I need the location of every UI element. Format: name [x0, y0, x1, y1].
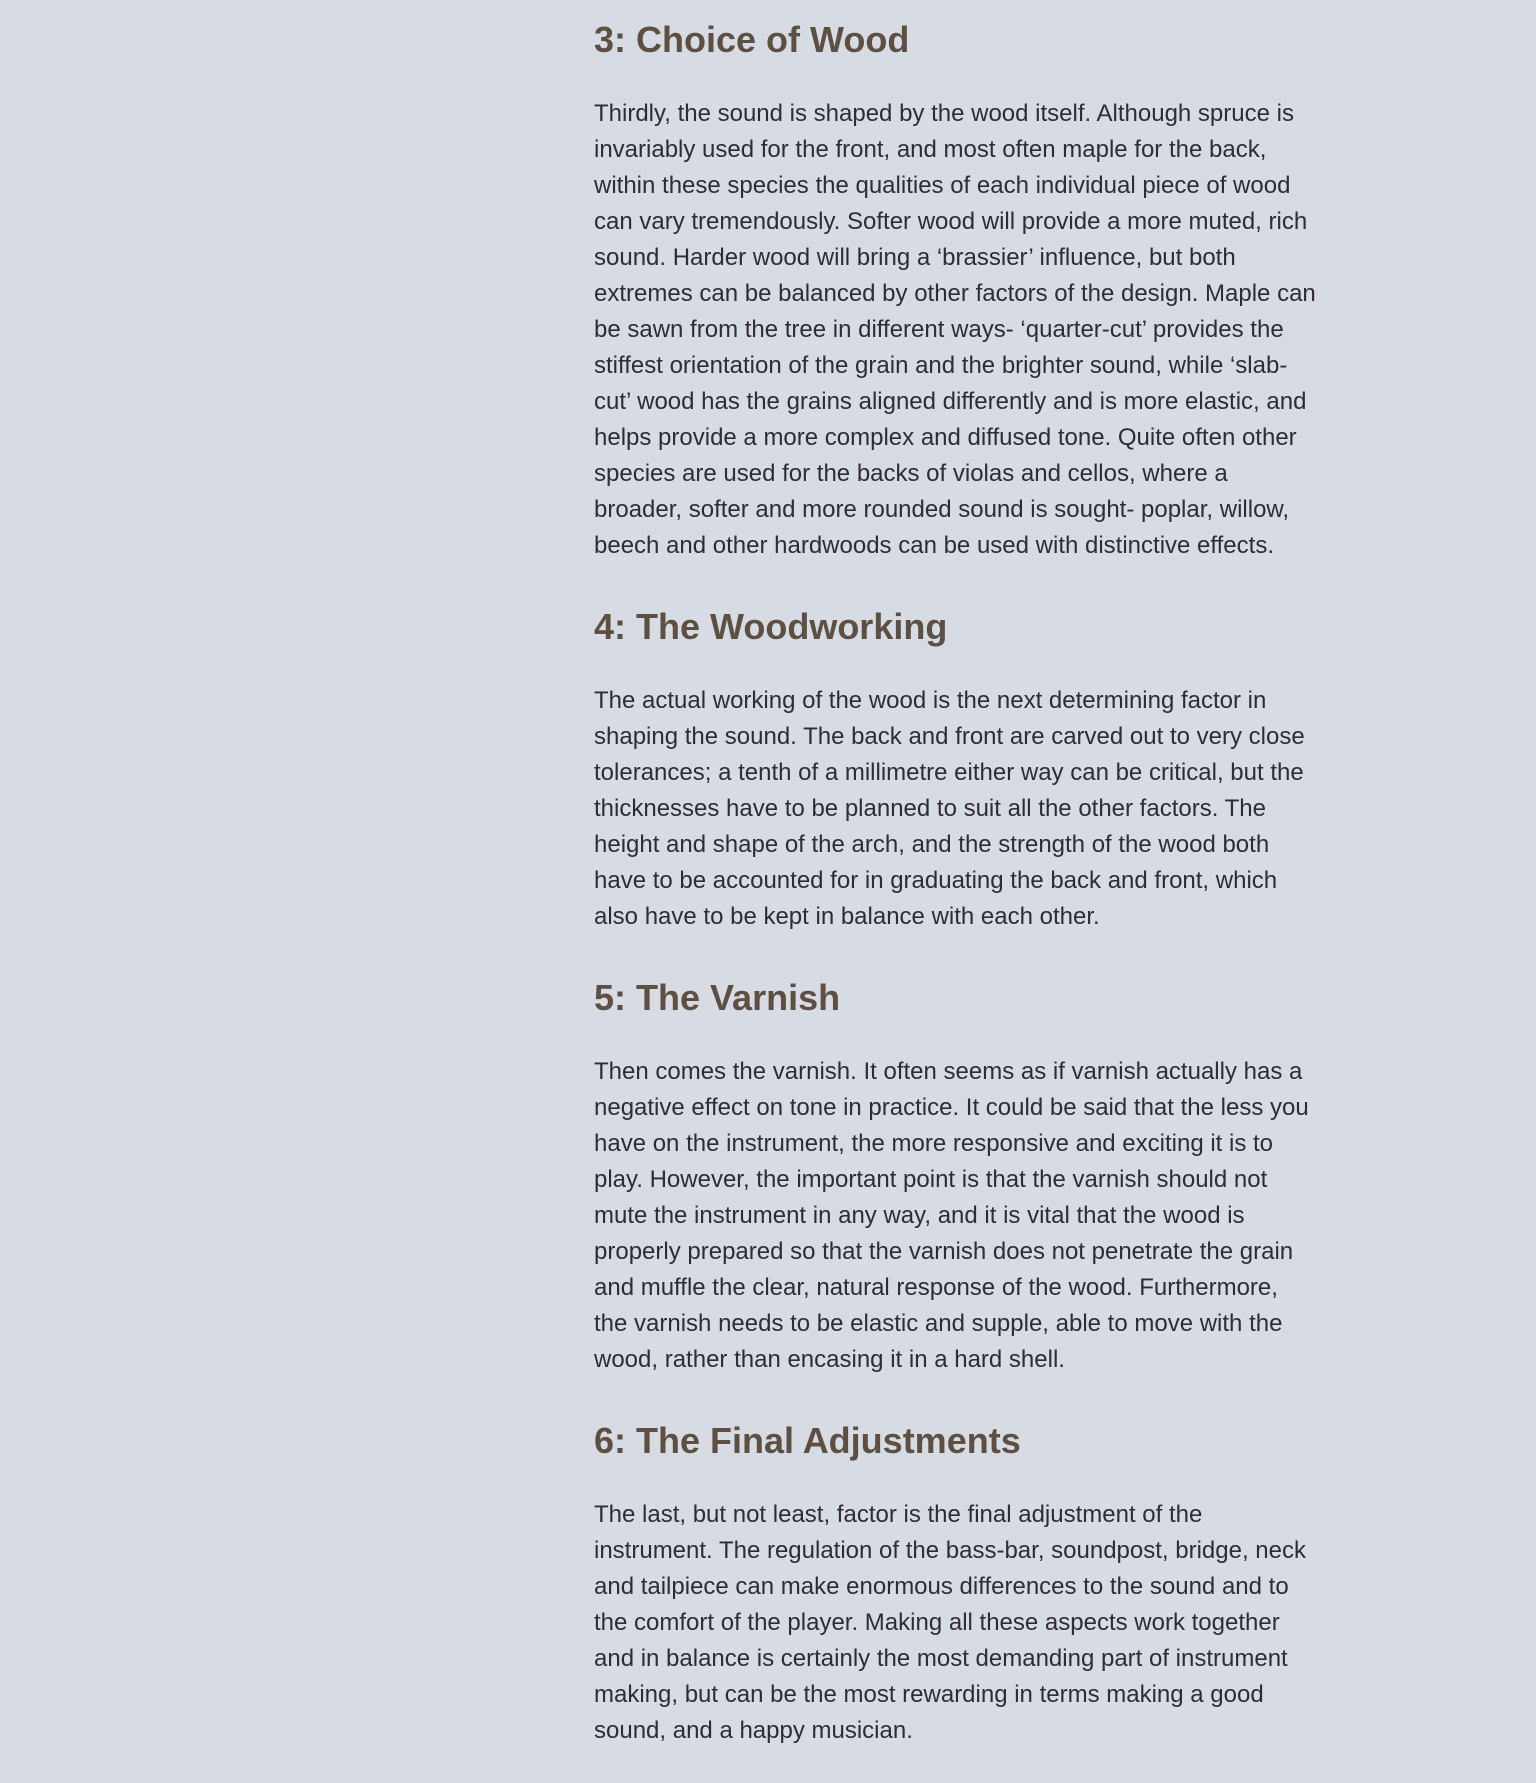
section-heading-varnish: 5: The Varnish — [594, 977, 841, 1018]
section-heading-final-adjustments: 6: The Final Adjustments — [594, 1420, 1021, 1461]
section-paragraph-varnish: Then comes the varnish. It often seems as if varnish actually has a negative effect on tone in practice. It could be said that the less you have on the instrument, the more responsive and exciting it is to play. However, the important point is that the varnish should not mute the instrument in any way, and it is vital that the wood is properly prepared so that the varnish does not penetrate the grain and muffle the clear, natural response of the wood. Furthermore, the varnish needs to be elastic and supple, able to move with the wood, rather than encasing it in a hard shell. — [594, 1058, 1309, 1373]
section-paragraph-final-adjustments: The last, but not least, factor is the final adjustment of the instrument. The regulation of the bass-bar, soundpost, bridge, neck and tailpiece can make enormous differences to the sound and to the comfort of the player. Making all these aspects work together and in balance is certainly the most demanding part of instrument making, but can be the most rewarding in terms making a good sound, and a happy musician. — [594, 1501, 1306, 1744]
section-paragraph-woodworking: The actual working of the wood is the next determining factor in shaping the sound. The back and front are carved out to very close tolerances; a tenth of a millimetre either way can be critical, but the thicknesses have to be planned to suit all the other factors. The height and shape of the arch, and the strength of the wood both have to be accounted for in graduating the back and front, which also have to be kept in balance with each other. — [594, 687, 1305, 930]
section-paragraph-choice-of-wood: Thirdly, the sound is shaped by the wood itself. Although spruce is invariably used for the front, and most often maple for the back, within these species the qualities of each individual piece of wood can vary tremendously. Softer wood will provide a more muted, rich sound. Harder wood will bring a ‘brassier’ influence, but both extremes can be balanced by other factors of the design. Maple can be sawn from the tree in different ways- ‘quarter-cut’ provides the stiffest orientation of the grain and the brighter sound, while ‘slab- cut’ wood has the grains aligned differently and is more elastic, and helps provide a more complex and diffused tone. Quite often other species are used for the backs of violas and cellos, where a broader, softer and more rounded sound is sought- poplar, willow, beech and other hardwoods can be used with distinctive effects. — [594, 100, 1316, 559]
section-heading-choice-of-wood: 3: Choice of Wood — [594, 19, 910, 60]
section-heading-woodworking: 4: The Woodworking — [594, 606, 948, 647]
